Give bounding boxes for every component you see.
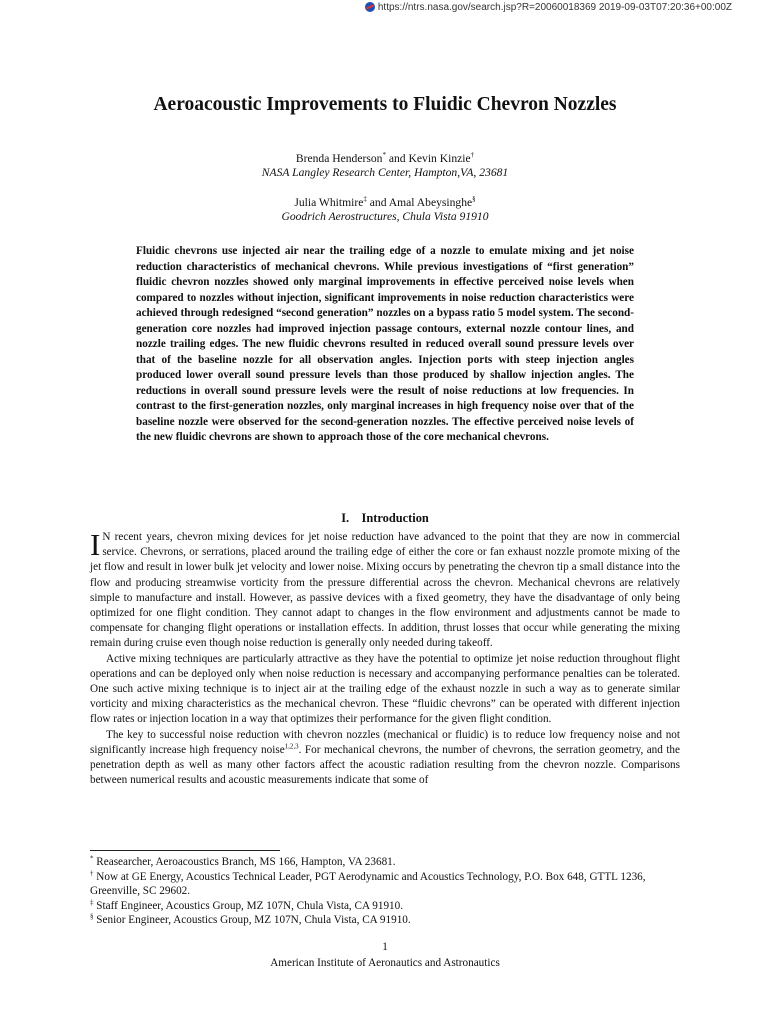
section-title: Introduction xyxy=(361,511,429,525)
citation-ref: 1,2,3 xyxy=(284,742,299,751)
page-number: 1 xyxy=(382,941,388,953)
author-name: and Kevin Kinzie xyxy=(385,152,471,165)
footnote-divider xyxy=(90,850,280,851)
footnote-mark: ‡ xyxy=(90,898,94,907)
paragraph-text: N recent years, chevron mixing devices for jet noise reduction have advanced to the point that they are now in commercial service. Chevrons, or serrations, placed around the trailing edge of either the core or fan exhaust nozzle promote mixing of the jet flow and result in lower bulk jet velocity and lower noise. Mixing occurs by penetrating the chevron tip a small distance into the flow and producing streamwise vorticity from the pressure differential across the chevron. Mechanical chevrons are relatively simple to manufacture and install. However, as passive devices with a fixed geometry, they have the disadvantage of only being optimized for one flight condition. They cannot adapt to changes in the flow environment and adjustments cannot be made to compensate for changing flight operations or installation effects. In addition, thrust losses that occur while generating the mixing remain during cruise even though noise reduction is generally only needed during takeoff. xyxy=(90,531,680,650)
author-line-1 xyxy=(90,152,680,165)
footnote xyxy=(90,913,680,928)
author-line-2 xyxy=(90,196,680,209)
footnote-mark: † xyxy=(470,151,475,160)
ntrs-url[interactable]: https://ntrs.nasa.gov/search.jsp?R=20060018369 2019-09-03T07:20:36+00:00Z xyxy=(377,1,732,13)
author-name: Brenda Henderson xyxy=(295,152,383,165)
drop-cap: I xyxy=(90,527,101,562)
section-number: I. xyxy=(341,511,350,525)
footnote-mark: § xyxy=(90,912,94,921)
footnote xyxy=(90,855,680,870)
footnote-mark: * xyxy=(382,151,386,160)
nasa-meatball-icon xyxy=(365,2,375,12)
footnotes xyxy=(90,855,680,928)
footnote-mark: § xyxy=(472,195,476,204)
paragraph-text: . For mechanical chevrons, the number of chevrons, the serration geometry, and the penetration depth as well as many other factors affect the acoustic radiation resulting from the chevron nozzle. Comparisons between numerical results and acoustic measurements indicate that some of xyxy=(90,743,680,787)
footnote-text: Reasearcher, Aeroacoustics Branch, MS 166, Hampton, VA 23681. xyxy=(93,856,396,868)
footnote-mark: † xyxy=(90,868,94,877)
footnote-mark: ‡ xyxy=(363,195,367,204)
footnote xyxy=(90,870,680,899)
footnote-mark: * xyxy=(90,854,94,863)
affiliation-1: NASA Langley Research Center, Hampton,VA, 23681 xyxy=(261,166,509,179)
author-name: and Amal Abeysinghe xyxy=(366,196,473,209)
ntrs-stamp xyxy=(365,0,732,14)
affiliation-2: Goodrich Aerostructures, Chula Vista 91910 xyxy=(281,210,489,223)
section-heading xyxy=(90,511,680,526)
paragraph-3 xyxy=(90,728,680,789)
abstract: Fluidic chevrons use injected air near the trailing edge of a nozzle to emulate mixing and jet noise reduction characteristics of mechanical chevrons. While previous investigations of “first generation” fluidic chevron nozzles showed only marginal improvements in effective perceived noise levels when compared to nozzles without injection, significant improvements in noise reduction characteristics were achieved through redesigned “second generation” nozzles on a bypass ratio 5 model system. The second-generation core nozzles had improved injection passage contours, external nozzle contour lines, and nozzle trailing edges. The new fluidic chevrons resulted in reduced overall sound pressure levels over that of the baseline nozzle for all observation angles. Injection ports with steep injection angles produced lower overall sound pressure levels than those produced by shallow injection angles. The reductions in overall sound pressure levels were the result of noise reductions at low frequencies. In contrast to the first-generation nozzles, only marginal increases in high frequency noise over that of the baseline nozzle were observed for the second-generation nozzles. The effective perceived noise levels of the new fluidic chevrons are shown to approach those of the core mechanical chevrons. xyxy=(136,245,634,443)
footnote xyxy=(90,899,680,914)
paragraph-1 xyxy=(90,527,680,652)
author-name: Julia Whitmire xyxy=(294,196,364,209)
footnote-text: Staff Engineer, Acoustics Group, MZ 107N, Chula Vista, CA 91910. xyxy=(93,899,404,912)
introduction-body xyxy=(90,527,680,788)
paper-title: Aeroacoustic Improvements to Fluidic Chevron Nozzles xyxy=(153,94,617,115)
publisher-footer: American Institute of Aeronautics and Astronautics xyxy=(270,957,500,969)
paragraph-text: The key to successful noise reduction with chevron nozzles (mechanical or fluidic) is to reduce low frequency noise and not significantly increase high frequency noise xyxy=(90,728,680,756)
paragraph-2: Active mixing techniques are particularly attractive as they have the potential to optimize jet noise reduction throughout flight operations and can be deployed only when noise reduction is necessary and accompanying performance penalties can be tolerated. One such active mixing technique is to inject air at the trailing edge of the exhaust nozzle in such a way as to generate similar vorticity and mixing characteristics as the mechanical chevron. These “fluidic chevrons” can be operated with different injection flow rates or injection location in a way that optimizes their performance for the given flight condition. xyxy=(90,652,680,726)
footnote-text: Now at GE Energy, Acoustics Technical Leader, PGT Aerodynamic and Acoustics Technology, P.O. Box 648, GTTL 1236, Greenville, SC 29602. xyxy=(90,870,646,898)
footnote-text: Senior Engineer, Acoustics Group, MZ 107N, Chula Vista, CA 91910. xyxy=(93,914,411,927)
